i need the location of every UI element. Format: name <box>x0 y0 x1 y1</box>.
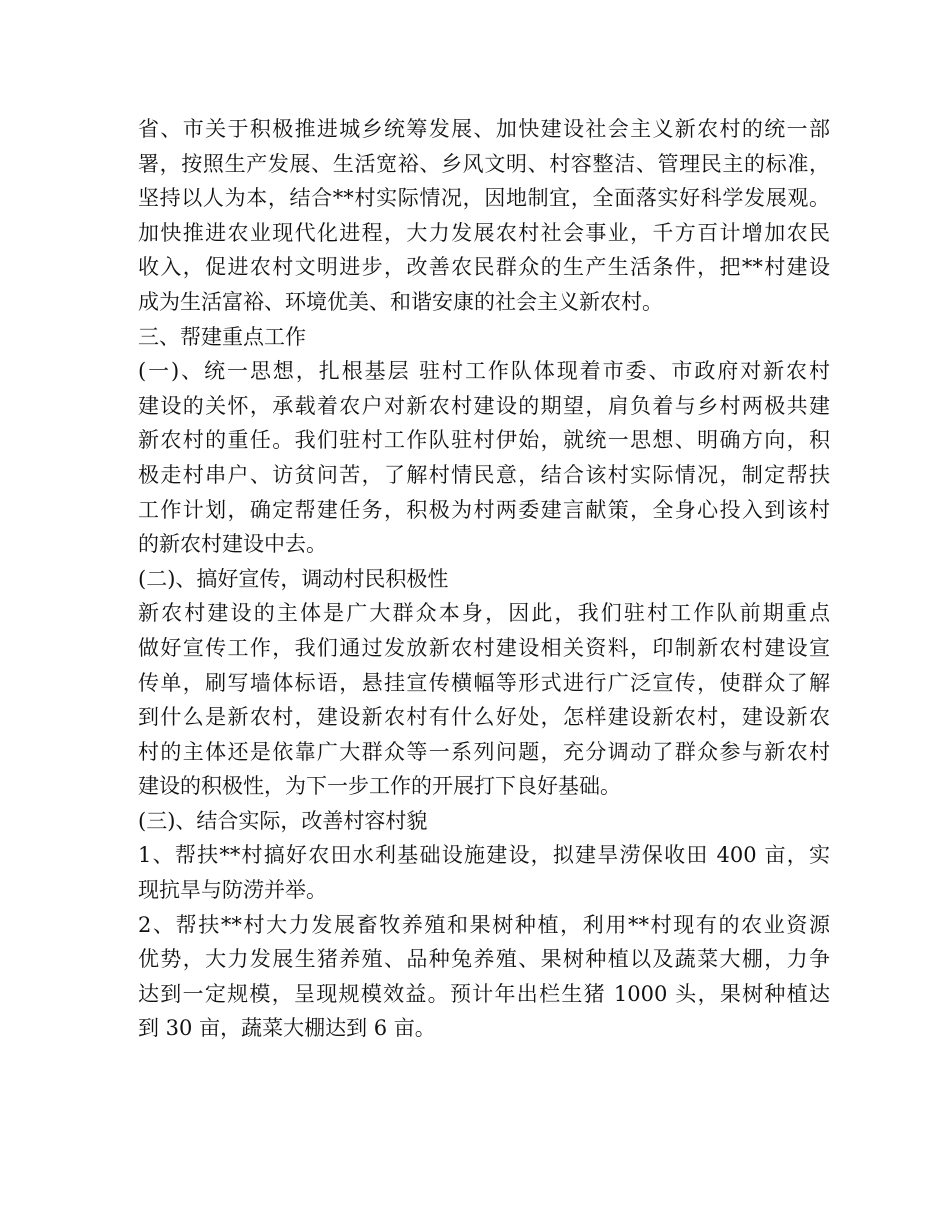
text-line: 坚持以人为本，结合**村实际情况，因地制宜，全面落实好科学发展观。 <box>138 186 830 211</box>
text-line: 收入，促进农村文明进步，改善农民群众的生产生活条件，把**村建设 <box>138 255 830 280</box>
text-line: 2、帮扶**村大力发展畜牧养殖和果树种植，利用**村现有的农业资源 <box>138 912 830 937</box>
text-line: 极走村串户、访贫问苦，了解村情民意，结合该村实际情况，制定帮扶 <box>138 462 830 487</box>
text-line: 的新农村建设中去。 <box>138 532 327 557</box>
text-line: 做好宣传工作，我们通过发放新农村建设相关资料，印制新农村建设宣 <box>138 635 830 660</box>
text-line: 建设的关怀，承载着农户对新农村建设的期望，肩负着与乡村两极共建 <box>138 393 830 418</box>
text-line: 新农村建设的主体是广大群众本身，因此，我们驻村工作队前期重点 <box>138 601 830 626</box>
text-line: 优势，大力发展生猪养殖、品种兔养殖、果树种植以及蔬菜大棚，力争 <box>138 947 830 972</box>
text-line: 达到一定规模，呈现规模效益。预计年出栏生猪 1000 头，果树种植达 <box>138 981 830 1006</box>
text-line: 传单，刷写墙体标语，悬挂宣传横幅等形式进行广泛宣传，使群众了解 <box>138 670 830 695</box>
text-line: 省、市关于积极推进城乡统筹发展、加快建设社会主义新农村的统一部 <box>138 117 830 141</box>
text-line: 村的主体还是依靠广大群众等一系列问题，充分调动了群众参与新农村 <box>138 739 830 764</box>
text-line: (三)、结合实际，改善村容村貌 <box>138 808 428 833</box>
text-line: 现抗旱与防涝并举。 <box>138 878 327 903</box>
text-line: 成为生活富裕、环境优美、和谐安康的社会主义新农村。 <box>138 289 663 314</box>
text-line: 署，按照生产发展、生活宽裕、乡风文明、村容整洁、管理民主的标准， <box>138 151 830 176</box>
text-line: 到什么是新农村，建设新农村有什么好处，怎样建设新农村，建设新农 <box>138 705 830 730</box>
text-line: 新农村的重任。我们驻村工作队驻村伊始，就统一思想、明确方向，积 <box>138 428 830 453</box>
text-line: (一)、统一思想，扎根基层 驻村工作队体现着市委、市政府对新农村 <box>138 359 830 384</box>
document-body <box>138 112 830 1046</box>
text-line: 加快推进农业现代化进程，大力发展农村社会事业，千方百计增加农民 <box>138 220 830 245</box>
text-line: 工作计划，确定帮建任务，积极为村两委建言献策，全身心投入到该村 <box>138 497 830 522</box>
text-line: 1、帮扶**村搞好农田水利基础设施建设，拟建旱涝保收田 400 亩，实 <box>138 843 830 868</box>
text-line: (二)、搞好宣传，调动村民积极性 <box>138 566 449 591</box>
text-line: 建设的积极性，为下一步工作的开展打下良好基础。 <box>138 774 621 799</box>
text-line: 三、帮建重点工作 <box>138 324 306 349</box>
text-line: 到 30 亩，蔬菜大棚达到 6 亩。 <box>138 1016 436 1041</box>
